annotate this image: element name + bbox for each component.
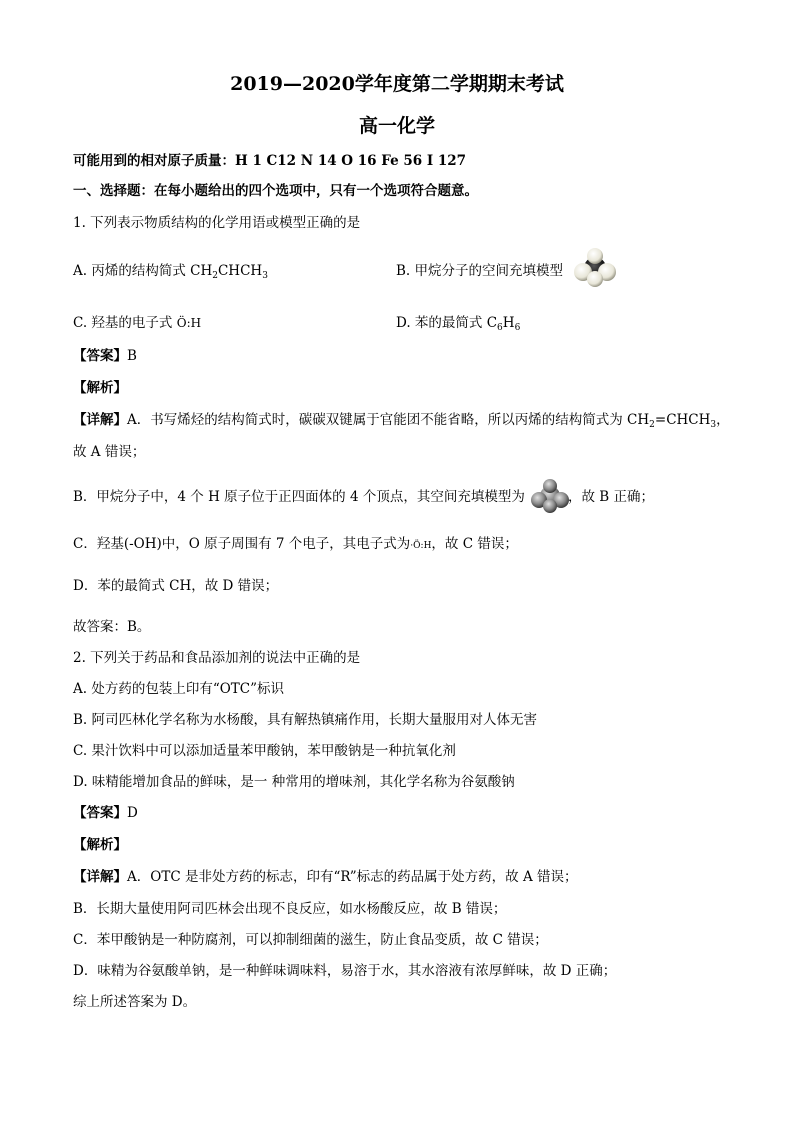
q2-option-d: D. 味精能增加食品的鲜味，是一 种常用的增味剂，其化学名称为谷氨酸钠 <box>73 774 515 790</box>
q2-option-c: C. 果汁饮料中可以添加适量苯甲酸钠，苯甲酸钠是一种抗氧化剂 <box>73 743 456 759</box>
exam-title: 2019—2020学年度第二学期期末考试 <box>230 73 564 95</box>
q1-detail-c: C．羟基(-OH)中，O 原子周围有 7 个电子，其电子式为·Ö:H，故 C 错误； <box>73 536 518 552</box>
exam-subtitle: 高一化学 <box>358 115 435 137</box>
q1-option-b: B. 甲烷分子的空间充填模型 <box>396 263 564 279</box>
q2-detail-b: B．长期大量使用阿司匹林会出现不良反应，如水杨酸反应，故 B 错误； <box>73 901 507 917</box>
q1-conclusion: 故答案：B。 <box>73 619 151 635</box>
q1-detail-b: B．甲烷分子中，4 个 H 原子位于正四面体的 4 个顶点，其空间充填模型为 <box>73 489 525 505</box>
section-heading: 一、选择题：在每小题给出的四个选项中，只有一个选项符合题意。 <box>73 183 478 199</box>
q2-option-b: B. 阿司匹林化学名称为水杨酸，具有解热镇痛作用，长期大量服用对人体无害 <box>73 712 538 728</box>
q2-stem: 2. 下列关于药品和食品添加剂的说法中正确的是 <box>73 650 361 666</box>
q1-option-c: C. 羟基的电子式 Ö:H <box>73 315 202 331</box>
q2-answer: 【答案】D <box>73 805 138 821</box>
q2-detail-c: C．苯甲酸钠是一种防腐剂，可以抑制细菌的滋生，防止食品变质，故 C 错误； <box>73 932 548 948</box>
q1-analysis-label: 【解析】 <box>73 380 127 396</box>
methane-model-icon <box>530 478 570 514</box>
q1-answer: 【答案】B <box>73 348 137 364</box>
q1-detail-d: D．苯的最简式 CH，故 D 错误； <box>73 578 279 594</box>
q1-detail-b-end: ，故 B 正确； <box>568 489 655 505</box>
q1-detail-a: 【详解】A．书写烯烃的结构简式时，碳碳双键属于官能团不能省略，所以丙烯的结构简式为 $CH_2=CHCH_3$， <box>73 412 730 430</box>
q2-detail-d: D．味精为谷氨酸单钠，是一种鲜味调味料，易溶于水，其水溶液有浓厚鲜味，故 D 正确； <box>73 963 617 979</box>
q2-analysis-label: 【解析】 <box>73 837 127 853</box>
q1-option-d: D. 苯的最简式 $C_6H_6$ <box>396 315 521 333</box>
q1-option-a: A. 丙烯的结构简式 $CH_2CHCH_3$ <box>73 263 268 281</box>
q2-option-a: A. 处方药的包装上印有“OTC”标识 <box>73 681 285 697</box>
q1-stem: 1. 下列表示物质结构的化学用语或模型正确的是 <box>73 215 361 231</box>
atomic-masses: 可能用到的相对原子质量：H 1 C12 N 14 O 16 Fe 56 I 127 <box>73 153 467 169</box>
q2-detail-a: 【详解】A．OTC 是非处方药的标志，印有“R”标志的药品属于处方药，故 A 错误； <box>73 869 578 885</box>
q1-detail-a-cont: 故 A 错误； <box>73 444 146 460</box>
q2-conclusion: 综上所述答案为 D。 <box>73 994 197 1010</box>
methane-model-icon <box>572 248 618 288</box>
